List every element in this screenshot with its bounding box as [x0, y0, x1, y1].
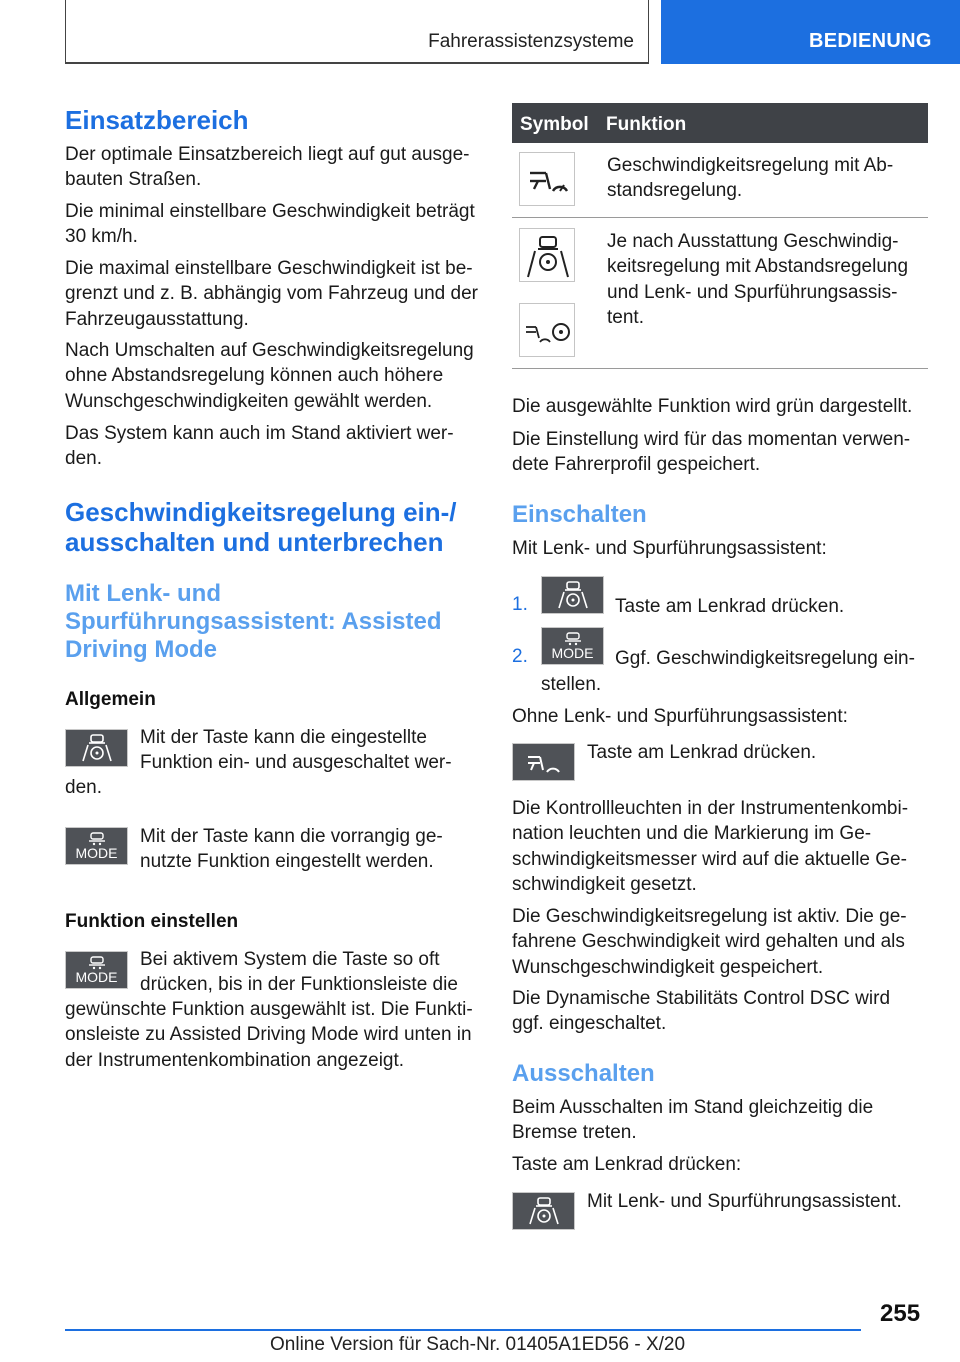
header-chapter-title: BEDIENUNG — [809, 30, 932, 52]
heading-ausschalten: Ausschalten — [512, 1060, 655, 1087]
paragraph-einsatz-1: Der optimale Einsatzbereich liegt auf gut ausge- bauten Straßen. — [65, 144, 470, 191]
page-number: 255 — [880, 1300, 921, 1327]
step-1-number: 1. — [512, 594, 528, 615]
table-header-funktion: Funktion — [606, 114, 687, 135]
heading-einsatzbereich: Einsatzbereich — [65, 105, 249, 135]
mode-label-3: MODE — [551, 645, 594, 661]
acc-distance-icon — [519, 152, 575, 206]
paragraph-allgemein-1b: den. — [65, 777, 102, 798]
heading-geschwindigkeitsregelung: Geschwindigkeitsregelung ein-/ ausschalten und unterbrechen — [65, 497, 457, 557]
paragraph-kontrollleuchten: Die Kontrollleuchten in der Instrumentenkombi- nation leuchten und die Markierung im Ge- schwindigkeitsmesser wird auf die aktuelle Ge- schwindigkeit gesetzt. — [512, 798, 909, 895]
table-row1-text: Geschwindigkeitsregelung mit Ab- standsregelung. — [607, 155, 894, 202]
paragraph-ohne-lenk: Ohne Lenk- und Spurführungsassistent: — [512, 706, 848, 727]
step-2-text-b: stellen. — [541, 674, 602, 695]
acc-steering-icon — [519, 303, 575, 357]
paragraph-funktion-a: Bei aktivem System die Taste so oft drücken, bis in der Funktionsleiste die — [140, 949, 458, 996]
mode-label-2: MODE — [75, 969, 118, 985]
paragraph-bremse: Beim Ausschalten im Stand gleichzeitig die Bremse treten. — [512, 1097, 874, 1144]
heading-assisted-driving-mode: Mit Lenk- und Spurführungsassistent: Assisted Driving Mode — [65, 580, 442, 663]
heading-einschalten: Einschalten — [512, 501, 647, 528]
paragraph-einsatz-5: Das System kann auch im Stand aktiviert wer- den. — [65, 423, 454, 470]
step-2-number: 2. — [512, 646, 528, 667]
footer-text: Online Version für Sach-Nr. 01405A1ED56 - X/20 — [270, 1334, 686, 1355]
heading-allgemein: Allgemein — [65, 689, 156, 710]
steering-assist-icon — [519, 228, 575, 282]
heading-funktion-einstellen: Funktion einstellen — [65, 911, 239, 932]
step-2-text-a: Ggf. Geschwindigkeitsregelung ein- — [615, 648, 915, 669]
paragraph-mit-lenk-2: Mit Lenk- und Spurführungsassistent. — [587, 1191, 902, 1212]
table-divider-1 — [512, 217, 928, 218]
paragraph-taste-lenkrad-2: Taste am Lenkrad drücken: — [512, 1154, 742, 1175]
header-section-tab — [65, 0, 649, 64]
paragraph-einsatz-3: Die maximal einstellbare Geschwindigkeit ist be- grenzt und z. B. abhängig vom Fahrzeug und der Fahrzeugausstattung. — [65, 258, 478, 330]
table-header-symbol: Symbol — [520, 114, 589, 135]
table-divider-2 — [512, 368, 928, 369]
acc-button-icon — [512, 743, 575, 781]
steering-assist-button-icon-3 — [512, 1192, 575, 1230]
paragraph-allgemein-1a: Mit der Taste kann die eingestellte Funktion ein- und ausgeschaltet wer- — [140, 727, 452, 774]
mode-button-icon — [65, 827, 128, 865]
footer-divider — [65, 1329, 861, 1331]
paragraph-allgemein-2: Mit der Taste kann die vorrangig ge- nutzte Funktion eingestellt werden. — [140, 826, 443, 873]
paragraph-mit-lenk: Mit Lenk- und Spurführungsassistent: — [512, 538, 827, 559]
table-row2-text: Je nach Ausstattung Geschwindig- keitsregelung mit Abstandsregelung und Lenk- und Spurführungsassis- tent. — [607, 231, 909, 328]
paragraph-einsatz-4: Nach Umschalten auf Geschwindigkeitsregelung ohne Abstandsregelung können auch höhere Wunschgeschwindigkeiten gewählt werden. — [65, 340, 474, 412]
header-chapter-tab — [661, 0, 960, 64]
header-section-title: Fahrerassistenzsysteme — [428, 31, 634, 52]
mode-button-icon-2 — [65, 951, 128, 989]
steering-assist-button-icon-2 — [541, 576, 604, 614]
paragraph-einsatz-2: Die minimal einstellbare Geschwindigkeit beträgt 30 km/h. — [65, 201, 475, 248]
mode-label: MODE — [75, 845, 118, 861]
paragraph-green: Die ausgewählte Funktion wird grün dargestellt. — [512, 396, 913, 417]
mode-button-icon-3 — [541, 627, 604, 665]
paragraph-funktion-b: gewünschte Funktion ausgewählt ist. Die Funkti- onsleiste zu Assisted Driving Mode wird unten in der Instrumentenkombination angezeigt. — [65, 999, 473, 1071]
paragraph-taste-lenkrad: Taste am Lenkrad drücken. — [587, 742, 817, 763]
paragraph-profil: Die Einstellung wird für das momentan verwen- dete Fahrerprofil gespeichert. — [512, 429, 911, 476]
step-1-text: Taste am Lenkrad drücken. — [615, 596, 845, 617]
table-header — [512, 103, 928, 143]
paragraph-aktiv: Die Geschwindigkeitsregelung ist aktiv. Die ge- fahrene Geschwindigkeit wird gehalten und als Wunschgeschwindigkeit gespeichert. — [512, 906, 907, 978]
paragraph-dsc: Die Dynamische Stabilitäts Control DSC wird ggf. eingeschaltet. — [512, 988, 891, 1035]
steering-assist-button-icon — [65, 729, 128, 767]
